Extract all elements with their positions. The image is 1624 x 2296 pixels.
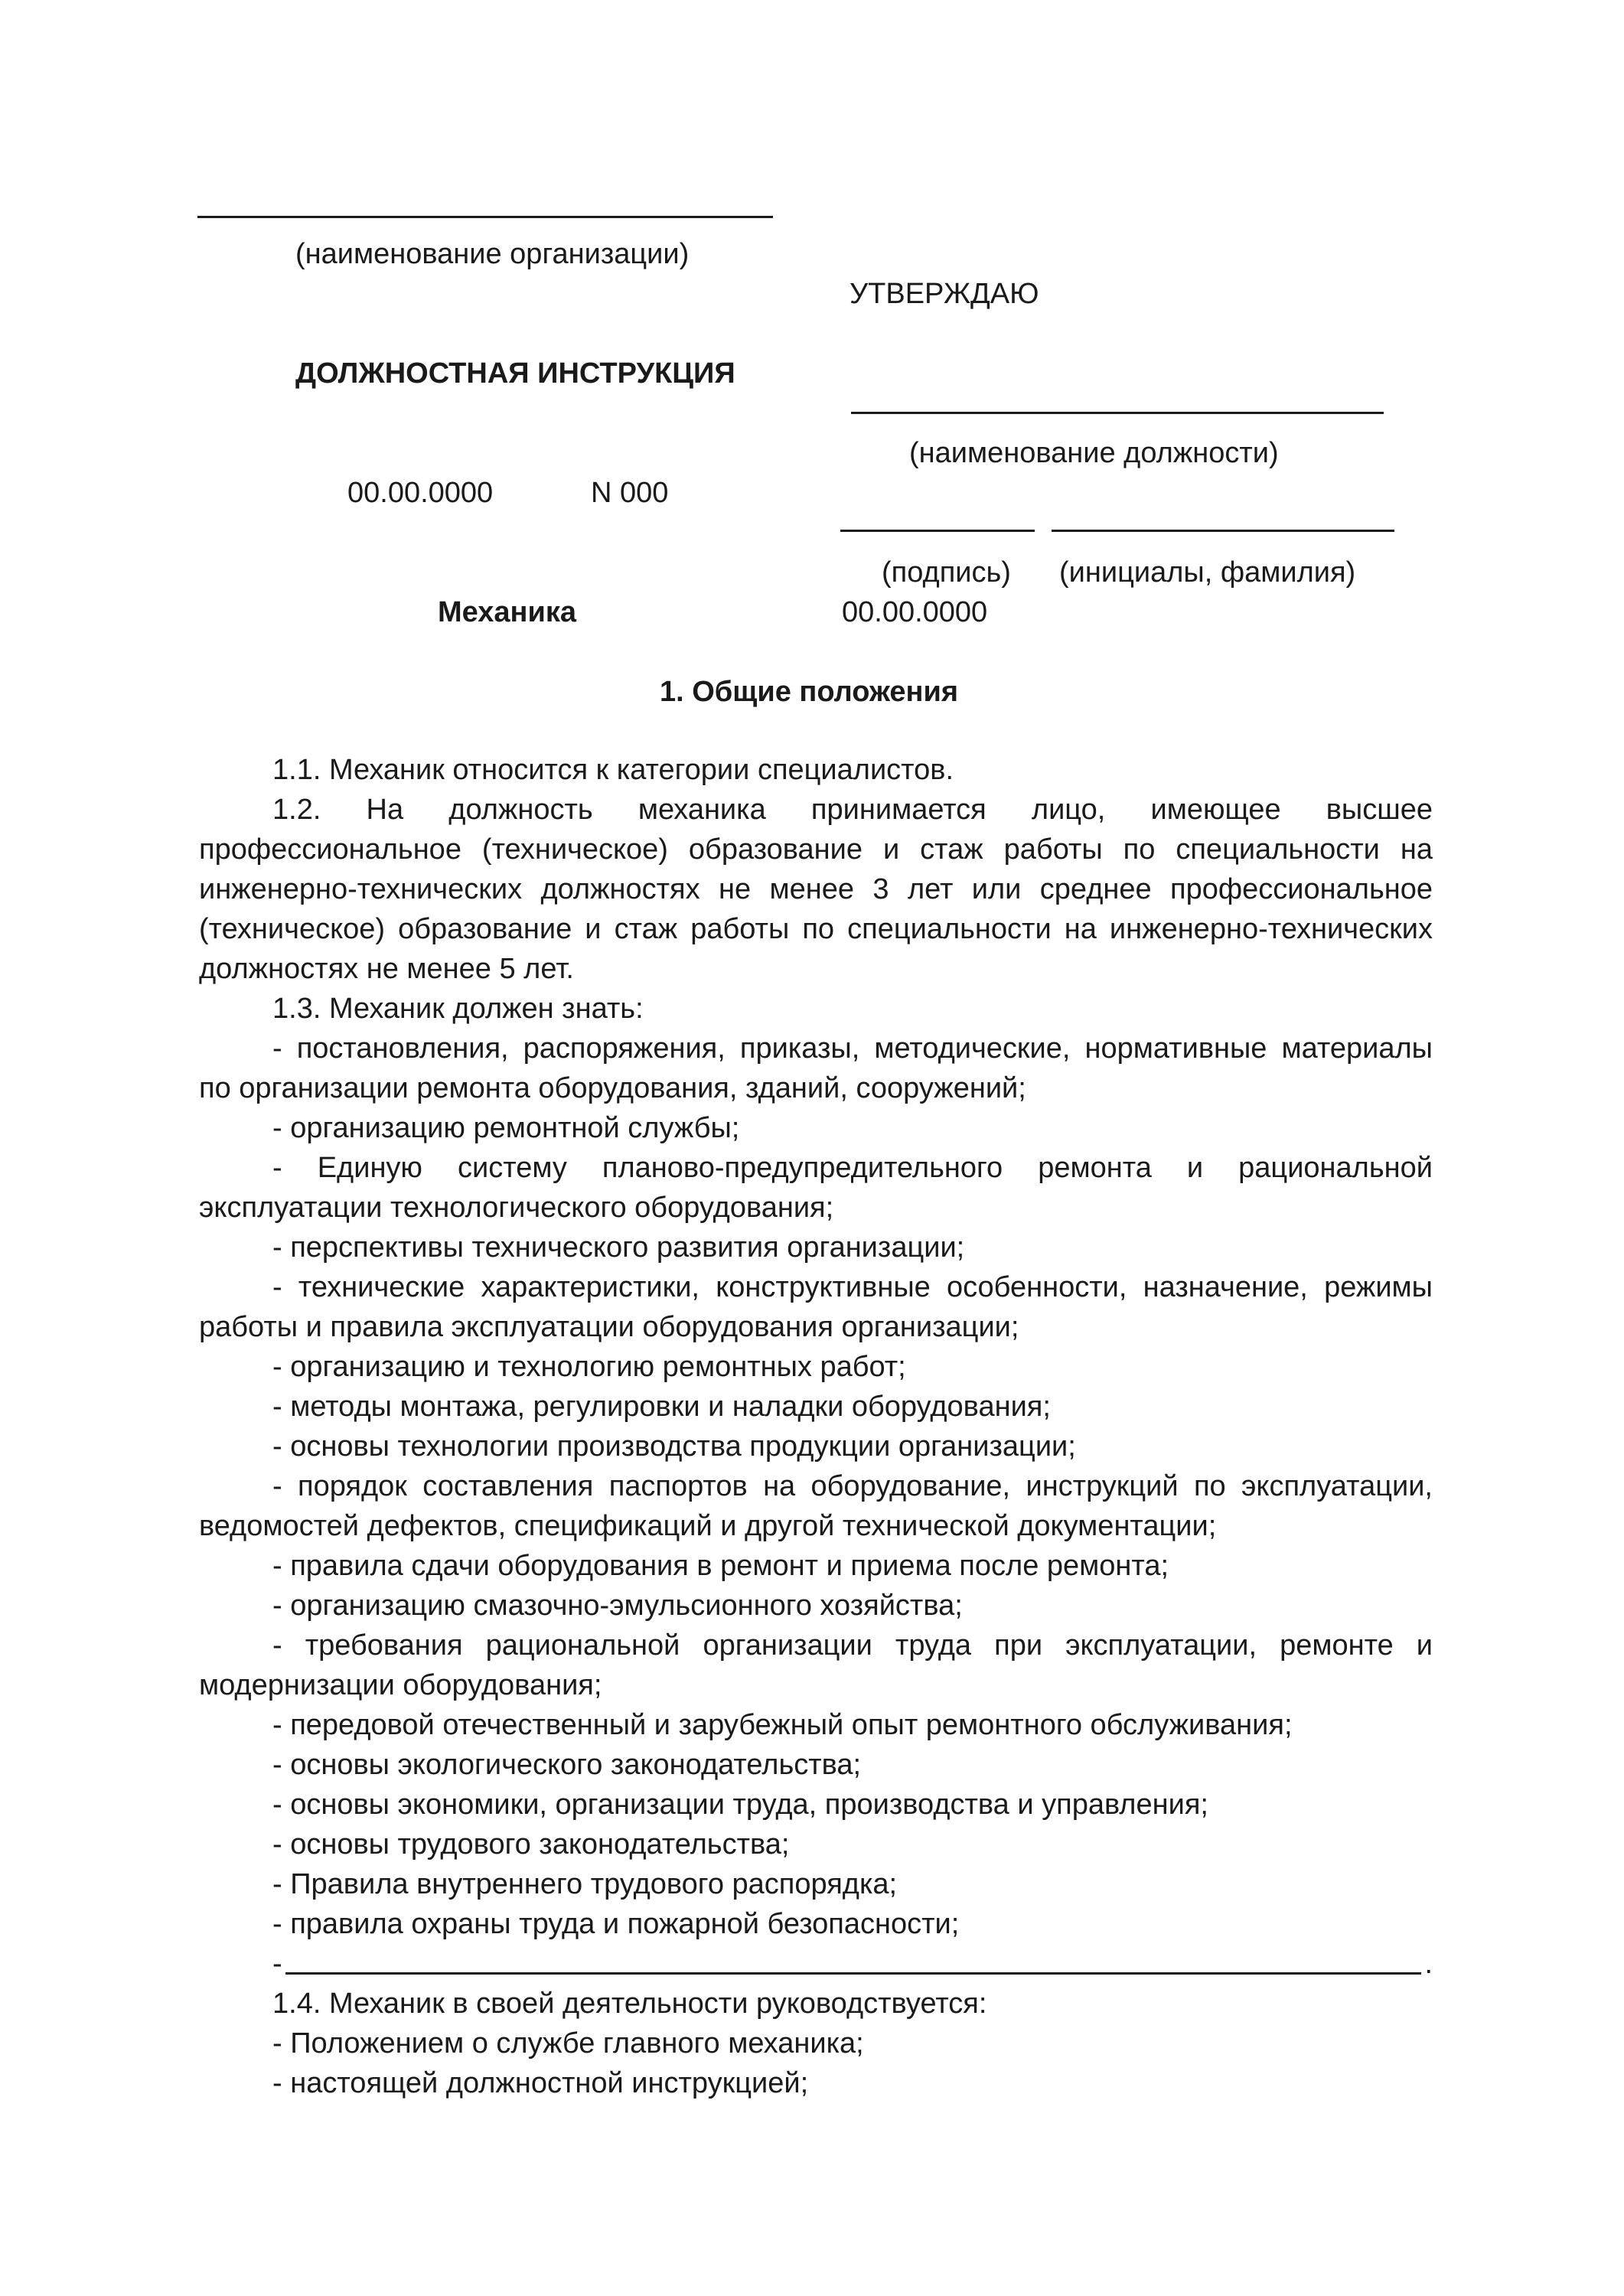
org-name-caption: (наименование организации) bbox=[295, 238, 690, 270]
paragraph-1-2: 1.2. На должность механика принимается лицо, имеющее высшее профессиональное (техническое) образование и стаж работы по специальности на инженерно-технических должностях не менее 3 лет или среднее профессиональное (техническое) образование и стаж работы по специальности на инженерно-технических должностях не менее 5 лет. bbox=[199, 794, 1433, 985]
list-item: - правила охраны труда и пожарной безопасности; bbox=[272, 1908, 960, 1940]
list-item: - порядок составления паспортов на оборудование, инструкций по эксплуатации, ведомостей дефектов, спецификаций и другой технической документации; bbox=[199, 1470, 1433, 1542]
blank-dash: - bbox=[272, 1948, 282, 1980]
list-item: - организацию ремонтной службы; bbox=[272, 1112, 740, 1144]
document-number: N 000 bbox=[591, 477, 669, 509]
list-item: - Положением о службе главного механика; bbox=[272, 2027, 864, 2060]
list-item: - основы трудового законодательства; bbox=[272, 1828, 790, 1861]
list-item: - методы монтажа, регулировки и наладки оборудования; bbox=[272, 1391, 1051, 1423]
blank-fill-line bbox=[285, 1972, 1422, 1975]
list-item: - организацию смазочно-эмульсионного хозяйства; bbox=[272, 1590, 963, 1622]
paragraph-1-4: 1.4. Механик в своей деятельности руководствуется: bbox=[272, 1988, 987, 2020]
list-item: - основы экологического законодательства; bbox=[272, 1749, 862, 1781]
org-name-line bbox=[197, 216, 773, 218]
blank-end: . bbox=[1424, 1948, 1433, 1980]
approve-date: 00.00.0000 bbox=[842, 596, 988, 628]
document-date: 00.00.0000 bbox=[347, 477, 494, 509]
section-body bbox=[199, 750, 1433, 2103]
list-item: - передовой отечественный и зарубежный опыт ремонтного обслуживания; bbox=[272, 1709, 1293, 1741]
list-item: - Правила внутреннего трудового распорядка; bbox=[272, 1868, 898, 1900]
list-item: - организацию и технологию ремонтных работ; bbox=[272, 1351, 906, 1383]
list-item: - Единую систему планово-предупредительного ремонта и рациональной эксплуатации технологического оборудования; bbox=[199, 1152, 1433, 1224]
list-item: - основы экономики, организации труда, производства и управления; bbox=[272, 1789, 1208, 1821]
position-subject: Механика bbox=[438, 596, 577, 628]
paragraph-1-1: 1.1. Механик относится к категории специалистов. bbox=[272, 754, 954, 786]
list-item: - постановления, распоряжения, приказы, методические, нормативные материалы по организации ремонта оборудования, зданий, сооружений; bbox=[199, 1032, 1433, 1104]
list-item: - требования рациональной организации труда при эксплуатации, ремонте и модернизации оборудования; bbox=[199, 1629, 1433, 1701]
blank-list-item bbox=[272, 1944, 1433, 1984]
initials-caption: (инициалы, фамилия) bbox=[1059, 556, 1356, 589]
list-item: - основы технологии производства продукции организации; bbox=[272, 1430, 1076, 1463]
list-item: - технические характеристики, конструктивные особенности, назначение, режимы работы и правила эксплуатации оборудования организации; bbox=[199, 1271, 1433, 1343]
approve-label: УТВЕРЖДАЮ bbox=[850, 278, 1039, 310]
signature-line bbox=[840, 530, 1035, 532]
position-name-line bbox=[851, 412, 1384, 414]
document-title: ДОЛЖНОСТНАЯ ИНСТРУКЦИЯ bbox=[295, 357, 735, 390]
signature-caption: (подпись) bbox=[882, 556, 1011, 589]
initials-line bbox=[1052, 530, 1394, 532]
position-name-caption: (наименование должности) bbox=[909, 437, 1279, 469]
list-item: - настоящей должностной инструкцией; bbox=[272, 2067, 809, 2099]
list-item: - правила сдачи оборудования в ремонт и приема после ремонта; bbox=[272, 1550, 1169, 1582]
section-heading: 1. Общие положения bbox=[660, 676, 959, 708]
list-item: - перспективы технического развития организации; bbox=[272, 1231, 965, 1264]
paragraph-1-3: 1.3. Механик должен знать: bbox=[272, 993, 644, 1025]
